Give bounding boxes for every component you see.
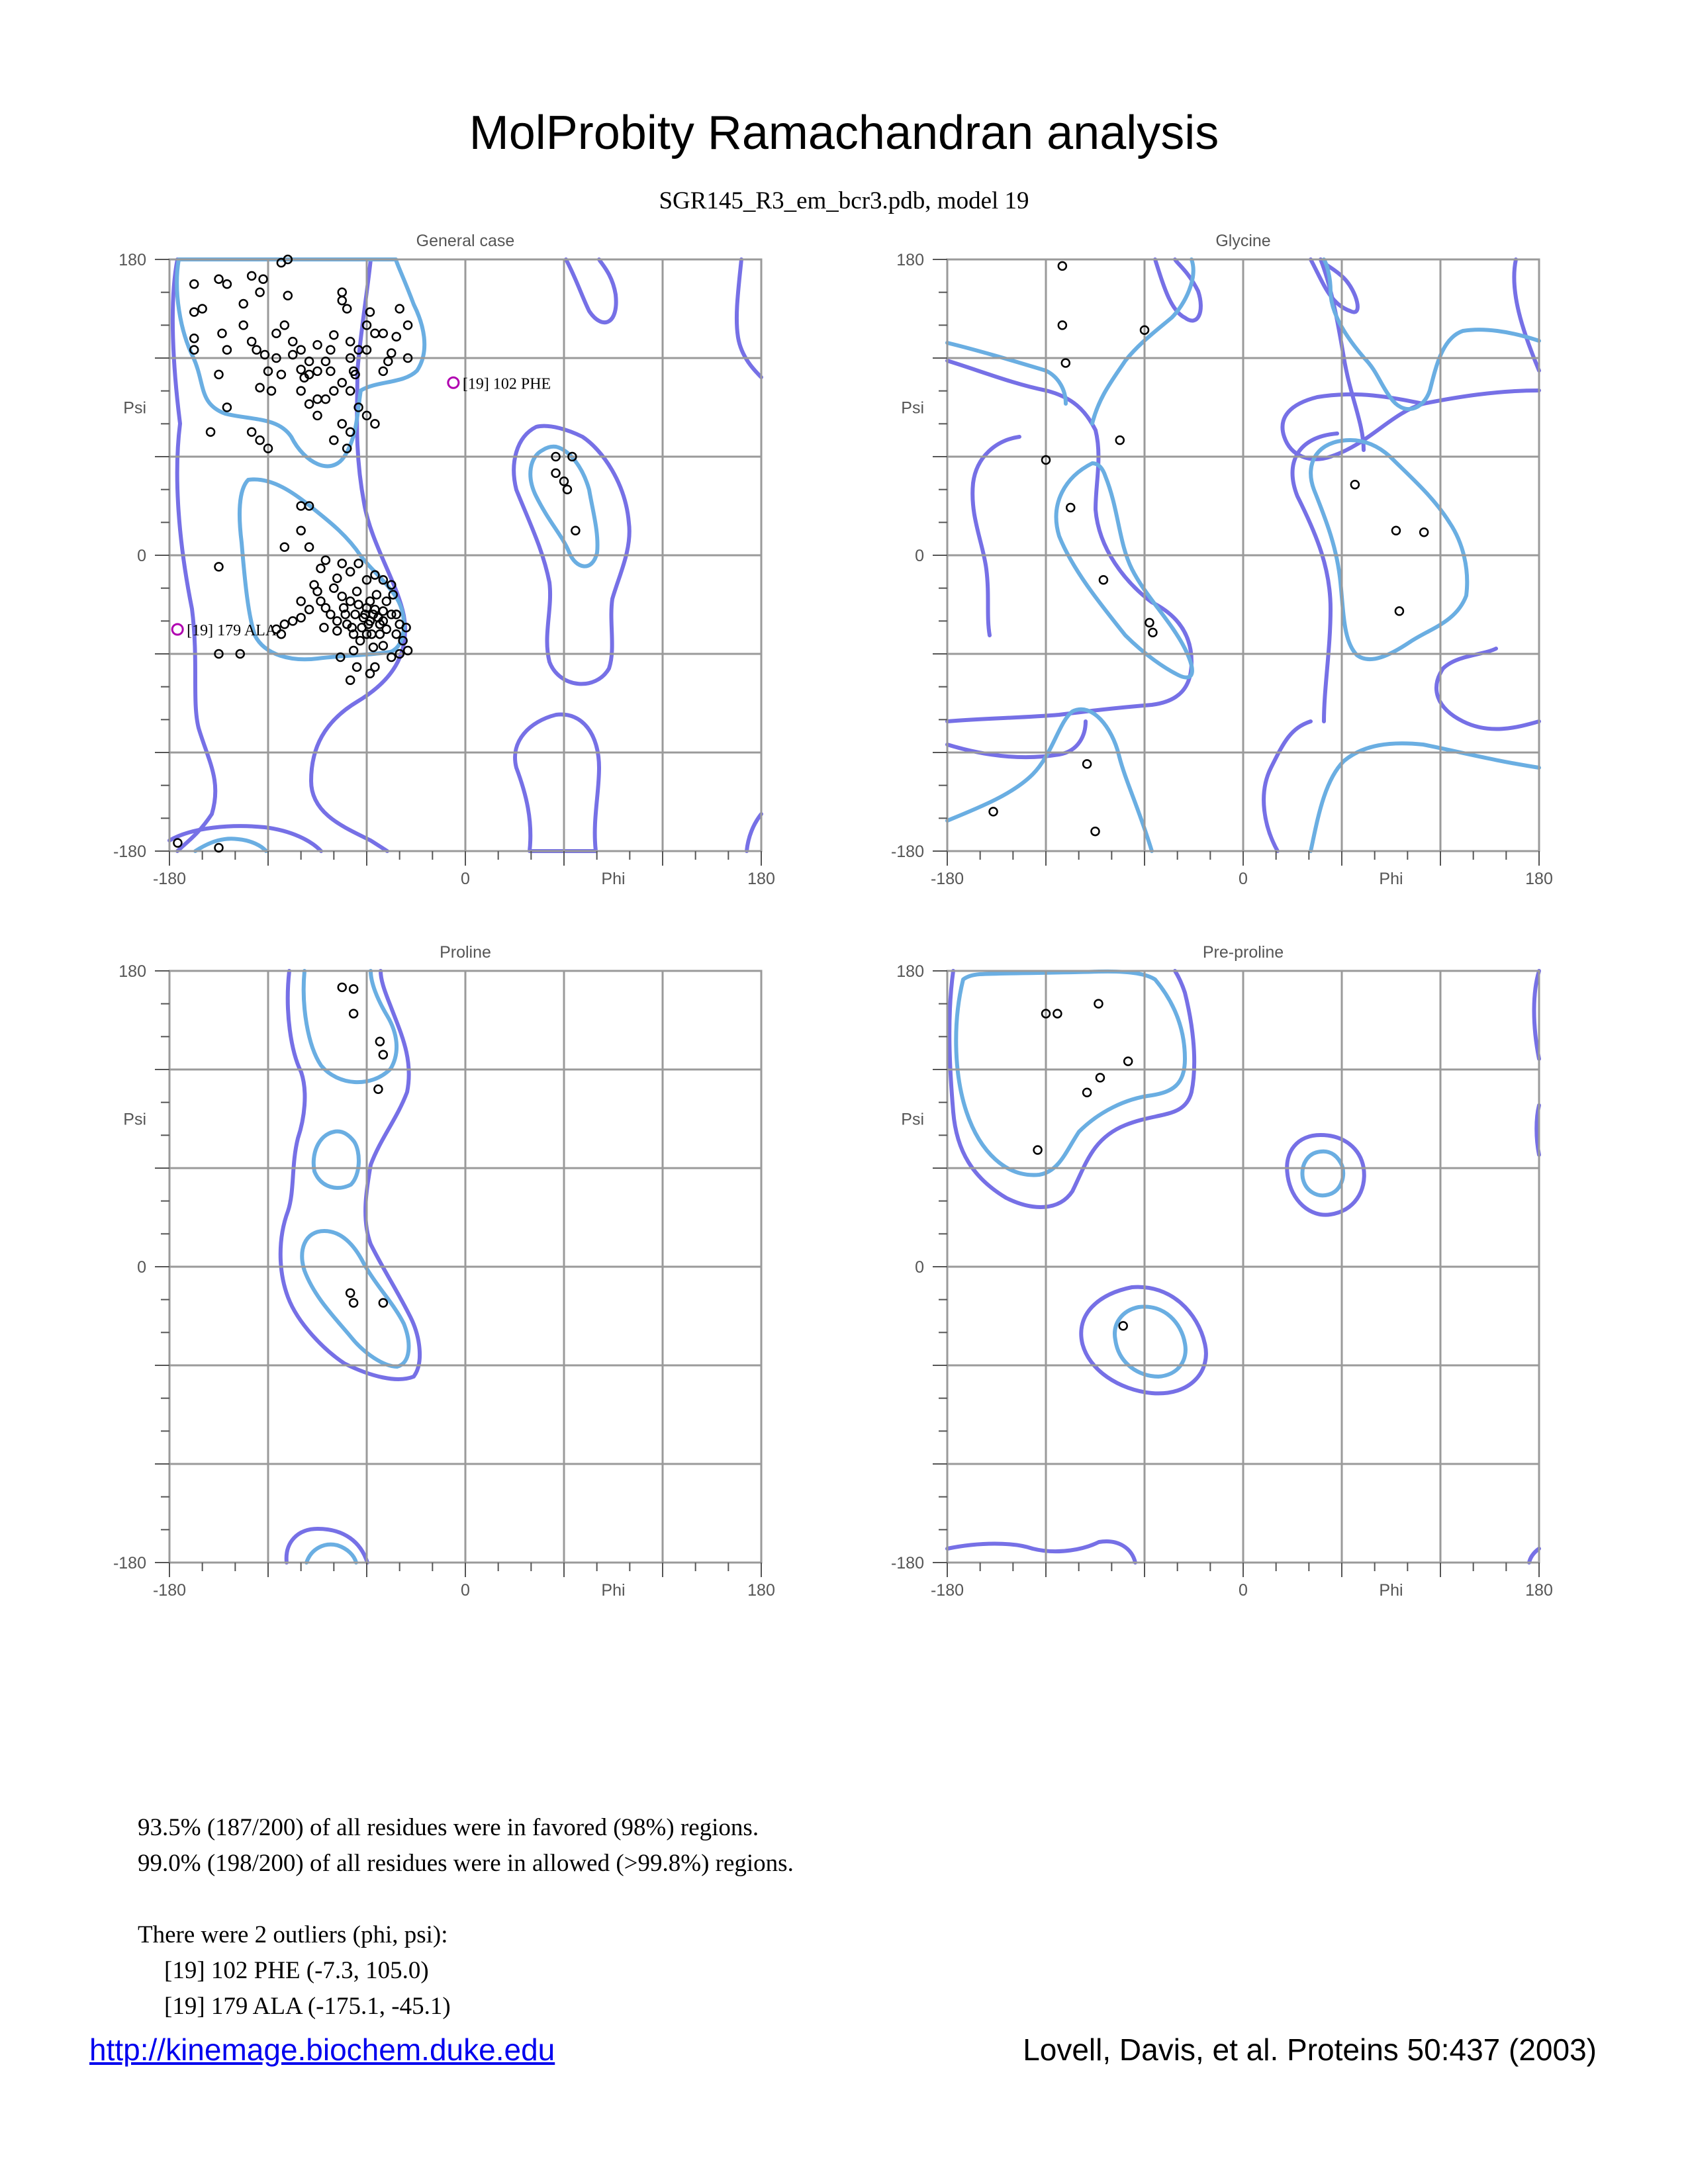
kinemage-link[interactable]: http://kinemage.biochem.duke.edu: [89, 2032, 555, 2067]
data-point: [338, 379, 346, 387]
data-point: [1145, 619, 1153, 627]
y-tick-label: 180: [896, 962, 924, 981]
data-point: [371, 606, 379, 614]
data-point: [338, 289, 346, 296]
data-point: [1100, 576, 1107, 584]
data-point: [1058, 262, 1066, 270]
x-tick-label: 0: [461, 1581, 470, 1600]
data-point: [297, 598, 305, 606]
data-point: [281, 321, 289, 329]
data-point: [404, 321, 412, 329]
data-point: [374, 1085, 382, 1093]
data-point: [990, 807, 998, 815]
data-point: [218, 330, 226, 338]
data-point: [240, 300, 248, 308]
x-tick-label: Phi: [1379, 1581, 1403, 1600]
data-point: [256, 289, 264, 296]
glycine-favored-contour: [1092, 259, 1194, 424]
data-point: [355, 601, 363, 609]
data-point: [240, 321, 248, 329]
data-point: [376, 630, 384, 638]
data-point: [223, 404, 231, 412]
data-point: [330, 387, 338, 395]
data-point: [1092, 827, 1100, 835]
data-point: [1420, 528, 1428, 536]
preproline-allowed-contour: [1529, 1549, 1539, 1563]
data-point: [272, 330, 280, 338]
y-tick-label: -180: [890, 1554, 924, 1572]
data-point: [215, 371, 223, 379]
data-point: [190, 308, 198, 316]
data-point: [346, 598, 354, 606]
general-allowed-contour: [566, 259, 616, 322]
x-tick-label: 180: [1525, 870, 1553, 888]
general-allowed-contour: [515, 715, 599, 851]
panel-title: Glycine: [1215, 232, 1271, 250]
outlier-point: [448, 377, 459, 388]
data-point: [1392, 527, 1400, 535]
data-point: [305, 606, 313, 614]
data-point: [1058, 321, 1066, 329]
glycine-allowed-contour: [972, 437, 1019, 635]
data-point: [207, 428, 214, 436]
y-tick-label: 180: [118, 251, 146, 269]
y-tick-label: -180: [890, 842, 924, 861]
data-point: [297, 387, 305, 395]
data-point: [552, 469, 560, 477]
data-point: [358, 623, 366, 631]
general-allowed-contour: [737, 259, 761, 377]
data-point: [314, 412, 322, 420]
outliers-header: There were 2 outliers (phi, psi):: [138, 1921, 448, 1948]
data-point: [297, 527, 305, 535]
data-point: [376, 1038, 384, 1046]
data-point: [371, 330, 379, 338]
data-point: [199, 305, 207, 313]
y-tick-label: Psi: [123, 398, 146, 418]
data-point: [350, 985, 357, 993]
data-point: [369, 643, 377, 651]
data-point: [383, 598, 391, 606]
x-tick-label: 180: [747, 870, 775, 888]
outlier-point: [172, 624, 183, 635]
general-allowed-contour: [747, 814, 761, 851]
panel-general-case: [113, 232, 775, 888]
y-tick-label: Psi: [123, 1110, 146, 1129]
x-tick-label: 0: [461, 870, 470, 888]
data-point: [373, 591, 381, 599]
proline-favored-contour: [306, 1545, 356, 1563]
panel-proline: [113, 943, 775, 1600]
data-point: [396, 305, 404, 313]
x-tick-label: -180: [152, 870, 187, 888]
data-point: [1351, 480, 1359, 488]
data-point: [338, 559, 346, 567]
data-point: [330, 331, 338, 339]
y-tick-label: -180: [113, 842, 146, 861]
data-point: [346, 338, 354, 345]
data-point: [1119, 1322, 1127, 1330]
data-point: [1124, 1058, 1132, 1066]
data-point: [297, 365, 305, 373]
data-point: [314, 395, 322, 403]
x-tick-label: 180: [1525, 1581, 1553, 1600]
data-point: [1066, 504, 1074, 512]
data-point: [281, 620, 289, 628]
data-point: [393, 610, 400, 618]
data-point: [333, 574, 341, 582]
data-point: [343, 305, 351, 313]
data-point: [1053, 1010, 1061, 1018]
data-point: [1034, 1146, 1042, 1154]
data-point: [305, 400, 313, 408]
panel-title: General case: [416, 232, 515, 250]
data-point: [333, 627, 341, 635]
data-point: [190, 280, 198, 288]
data-point: [215, 563, 223, 570]
x-tick-label: -180: [930, 870, 964, 888]
data-point: [338, 420, 346, 428]
outlier-label: [19] 179 ALA: [187, 621, 277, 639]
data-point: [356, 637, 364, 645]
data-point: [305, 543, 313, 551]
y-tick-label: 180: [896, 251, 924, 269]
glycine-favored-contour: [947, 709, 1152, 851]
allowed-summary: 99.0% (198/200) of all residues were in allowed (>99.8%) regions.: [138, 1850, 794, 1877]
data-point: [310, 581, 318, 589]
data-point: [379, 642, 387, 650]
panel-pre-proline: [891, 943, 1553, 1600]
panel-title: Pre-proline: [1202, 943, 1284, 962]
outlier-label: [19] 102 PHE: [462, 375, 551, 393]
data-point: [253, 346, 261, 354]
page-title: MolProbity Ramachandran analysis: [469, 107, 1219, 159]
glycine-allowed-contour: [1514, 259, 1539, 371]
data-point: [387, 349, 395, 357]
y-tick-label: Psi: [901, 398, 924, 418]
glycine-allowed-contour: [1293, 433, 1338, 721]
ramachandran-summary: [138, 1810, 794, 2025]
data-point: [297, 614, 305, 621]
data-point: [1094, 1000, 1102, 1008]
y-tick-label: 0: [915, 1258, 924, 1277]
data-point: [350, 1299, 357, 1307]
x-tick-label: -180: [152, 1581, 187, 1600]
data-point: [173, 839, 181, 847]
data-point: [1083, 1089, 1091, 1097]
preproline-allowed-contour: [947, 1541, 1135, 1563]
data-point: [314, 367, 322, 375]
data-point: [322, 556, 330, 564]
data-point: [379, 1051, 387, 1059]
x-tick-label: 0: [1239, 1581, 1248, 1600]
glycine-favored-contour: [1056, 463, 1192, 678]
data-point: [353, 588, 361, 596]
data-point: [316, 598, 324, 606]
data-point: [326, 367, 334, 375]
data-point: [1149, 629, 1156, 637]
data-point: [353, 663, 361, 671]
data-point: [322, 395, 330, 403]
data-point: [350, 1010, 357, 1018]
preproline-allowed-contour: [1287, 1135, 1364, 1215]
panel-glycine: [891, 232, 1553, 888]
citation: Lovell, Davis, et al. Proteins 50:437 (2003): [1023, 2032, 1597, 2067]
glycine-favored-contour: [1324, 259, 1539, 409]
glycine-favored-contour: [947, 343, 1066, 404]
data-point: [1395, 607, 1403, 615]
data-point: [284, 292, 292, 300]
data-point: [338, 983, 346, 991]
data-point: [248, 272, 256, 280]
data-point: [1096, 1073, 1104, 1081]
proline-favored-contour: [314, 1132, 359, 1188]
y-tick-label: Psi: [901, 1110, 924, 1129]
data-point: [223, 280, 231, 288]
preproline-allowed-contour: [949, 971, 1194, 1207]
x-tick-label: 0: [1239, 870, 1248, 888]
panel-title: Proline: [440, 943, 491, 962]
data-point: [256, 436, 264, 444]
glycine-allowed-contour: [1436, 649, 1539, 729]
data-point: [346, 568, 354, 576]
data-point: [355, 559, 363, 567]
data-point: [248, 338, 256, 345]
y-tick-label: -180: [113, 1554, 146, 1572]
data-point: [316, 565, 324, 572]
data-point: [393, 630, 400, 638]
data-point: [326, 346, 334, 354]
data-point: [297, 502, 305, 510]
data-point: [346, 1289, 354, 1297]
glycine-favored-contour: [1311, 743, 1539, 851]
preproline-favored-contour: [1302, 1152, 1343, 1196]
data-point: [338, 296, 346, 304]
data-point: [223, 346, 231, 354]
outlier-item: [19] 102 PHE (-7.3, 105.0): [164, 1957, 429, 1984]
x-tick-label: -180: [930, 1581, 964, 1600]
outlier-item: [19] 179 ALA (-175.1, -45.1): [164, 1993, 451, 2020]
glycine-allowed-contour: [1264, 721, 1311, 851]
data-point: [289, 338, 297, 345]
data-point: [352, 610, 359, 618]
data-point: [190, 334, 198, 342]
data-point: [314, 341, 322, 349]
data-point: [320, 623, 328, 631]
data-point: [297, 346, 305, 354]
data-point: [330, 584, 338, 592]
glycine-allowed-contour: [947, 361, 1192, 721]
general-favored-contour: [195, 839, 266, 851]
data-point: [367, 630, 375, 638]
data-point: [379, 367, 387, 375]
x-tick-label: Phi: [601, 1581, 626, 1600]
y-tick-label: 0: [915, 547, 924, 565]
data-point: [1062, 359, 1070, 367]
favored-summary: 93.5% (187/200) of all residues were in favored (98%) regions.: [138, 1814, 759, 1841]
preproline-favored-contour: [956, 972, 1185, 1175]
x-tick-label: Phi: [601, 870, 626, 888]
data-point: [289, 617, 297, 625]
data-point: [248, 428, 256, 436]
glycine-favored-contour: [1311, 440, 1467, 659]
y-tick-label: 0: [137, 1258, 146, 1277]
data-point: [346, 387, 354, 395]
data-point: [259, 275, 267, 283]
x-tick-label: 180: [747, 1581, 775, 1600]
data-point: [393, 333, 400, 341]
points-0: [172, 255, 579, 852]
data-point: [371, 420, 379, 428]
data-point: [379, 1299, 387, 1307]
data-point: [1116, 436, 1124, 444]
data-point: [346, 676, 354, 684]
x-tick-label: Phi: [1379, 870, 1403, 888]
data-point: [256, 384, 264, 392]
data-point: [338, 592, 346, 600]
data-point: [277, 630, 285, 638]
data-point: [571, 527, 579, 535]
data-point: [215, 275, 223, 283]
page-subtitle: SGR145_R3_em_bcr3.pdb, model 19: [659, 187, 1029, 214]
y-tick-label: 180: [118, 962, 146, 981]
data-point: [330, 436, 338, 444]
data-point: [1083, 760, 1091, 768]
data-point: [333, 617, 341, 625]
y-tick-label: 0: [137, 547, 146, 565]
data-point: [379, 330, 387, 338]
data-point: [281, 543, 289, 551]
data-point: [277, 371, 285, 379]
